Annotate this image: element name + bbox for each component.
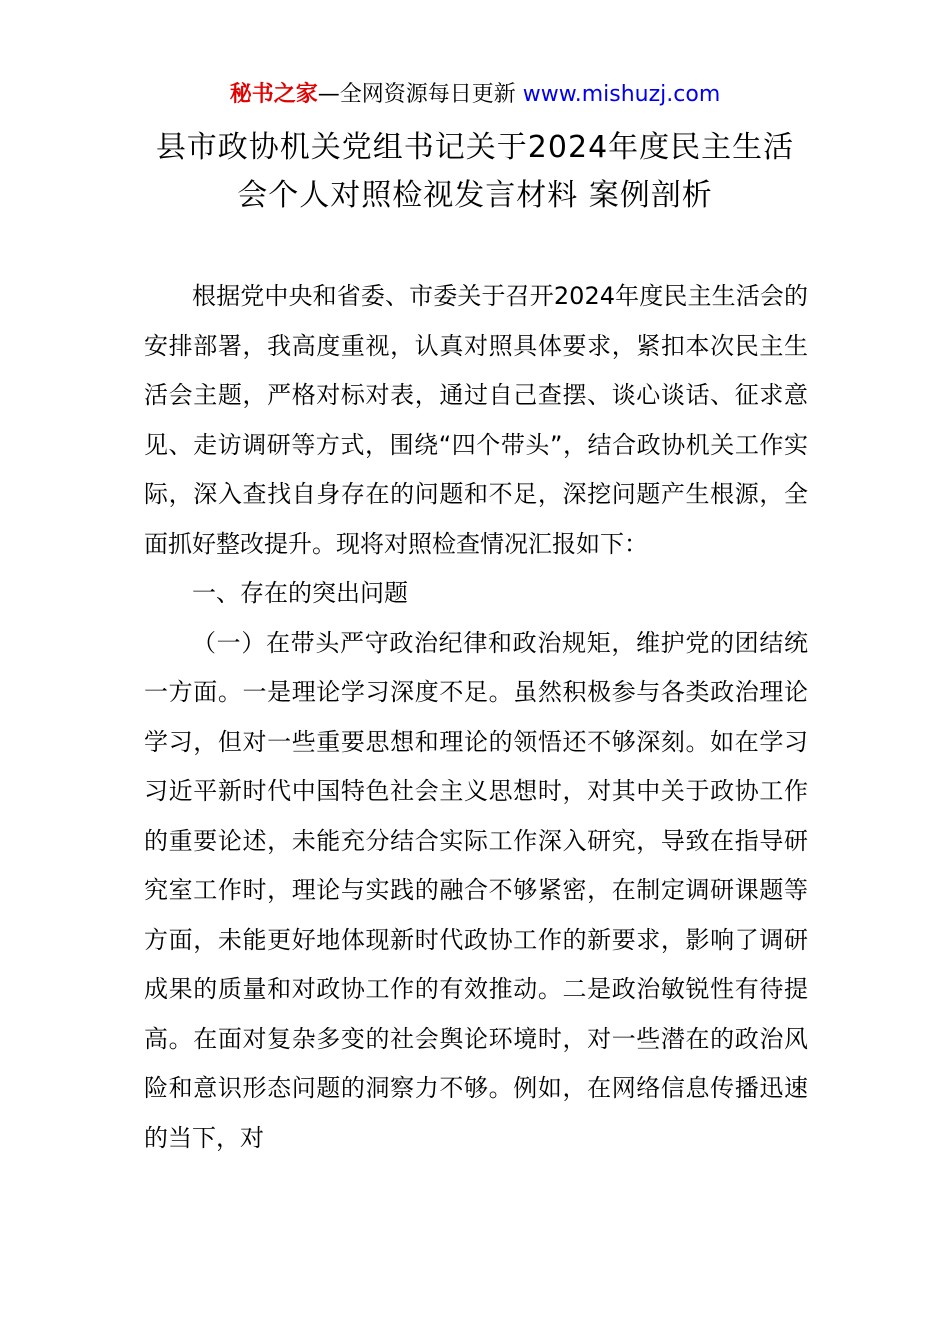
document-body	[144, 272, 808, 1163]
website-link[interactable]: www.mishuzj.com	[522, 82, 721, 107]
section-heading: 一、存在的突出问题	[192, 579, 408, 607]
brand-name: 秘书之家	[229, 82, 318, 107]
document-title	[100, 124, 850, 220]
intro-paragraph: 根据党中央和省委、市委关于召开2024年度民主生活会的安排部署，我高度重视，认真对照具体要求，紧扣本次民主生活会主题，严格对标对表，通过自己查摆、谈心谈话、征求意见、走访调研等方式，围绕“四个带头”，结合政协机关工作实际，深入查找自身存在的问题和不足，深挖问题产生根源，全面抓好整改提升。现将对照检查情况汇报如下：	[144, 282, 808, 558]
header-slogan: —全网资源每日更新	[317, 82, 516, 107]
page-header	[0, 78, 950, 112]
title-line-1: 县市政协机关党组书记关于2024年度民主生活	[155, 130, 795, 165]
body-paragraph: （一）在带头严守政治纪律和政治规矩，维护党的团结统一方面。一是理论学习深度不足。虽然积极参与各类政治理论学习，但对一些重要思想和理论的领悟还不够深刻。如在学习习近平新时代中国特色社会主义思想时，对其中关于政协工作的重要论述，未能充分结合实际工作深入研究，导致在指导研究室工作时，理论与实践的融合不够紧密，在制定调研课题等方面，未能更好地体现新时代政协工作的新要求，影响了调研成果的质量和对政协工作的有效推动。二是政治敏锐性有待提高。在面对复杂多变的社会舆论环境时，对一些潜在的政治风险和意识形态问题的洞察力不够。例如，在网络信息传播迅速的当下，对	[144, 628, 808, 1152]
title-line-2: 会个人对照检视发言材料 案例剖析	[237, 178, 713, 213]
